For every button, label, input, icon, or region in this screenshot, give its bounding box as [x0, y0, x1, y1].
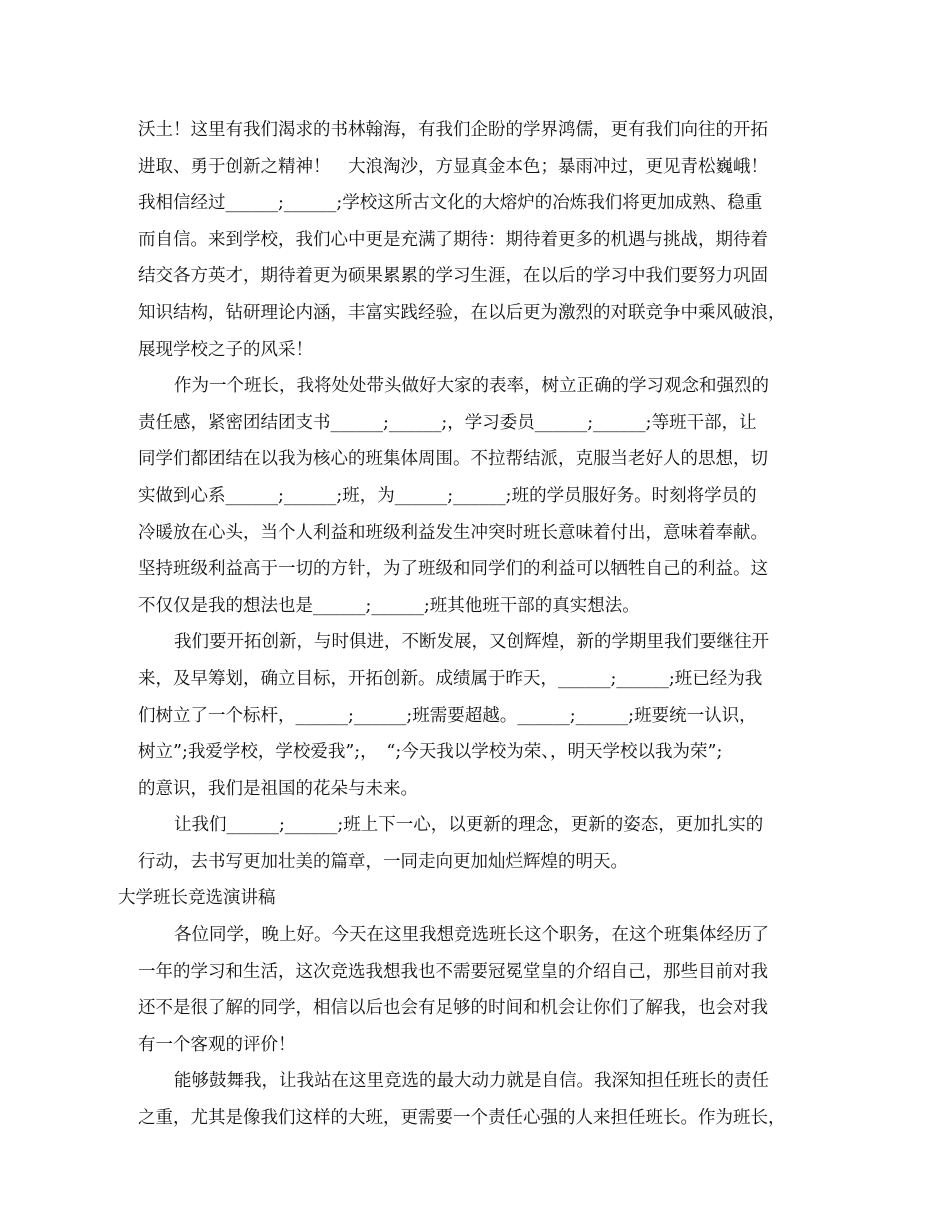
text-line: 不仅仅是我的想法也是______;______;班其他班干部的真实想法。	[138, 595, 640, 616]
text-line: 行动，去书写更加壮美的篇章，一同走向更加灿烂辉煌的明天。	[138, 851, 628, 872]
text-line: 而自信。来到学校，我们心中更是充满了期待：期待着更多的机遇与挑战，期待着	[138, 229, 768, 250]
paragraph-start-line: 我们要开拓创新，与时俱进，不断发展，又创辉煌，新的学期里我们要继往开	[174, 632, 769, 653]
text-line: 的意识，我们是祖国的花朵与未来。	[138, 778, 418, 799]
text-line: 沃土！这里有我们渴求的书林翰海，有我们企盼的学界鸿儒，更有我们向往的开拓	[138, 120, 768, 140]
text-line: 结交各方英才，期待着更为硕果累累的学习生涯，在以后的学习中我们要努力巩固	[138, 266, 768, 287]
paragraph-start-line: 让我们______;______;班上下一心，以更新的理念，更新的姿态，更加扎实的	[174, 815, 764, 836]
text-line: 责任感，紧密团结团支书______;______;，学习委员______;______;等班干部，让	[138, 412, 757, 433]
text-line: 之重，尤其是像我们这样的大班，更需要一个责任心强的人来担任班长。作为班长，	[138, 1108, 786, 1129]
text-line: 们树立了一个标杆，______;______;班需要超越。______;______;班要统一认识，	[138, 705, 757, 726]
document-body	[118, 112, 822, 1137]
text-line: 我相信经过______;______;学校这所古文化的大熔炉的冶炼我们将更加成熟、稳重	[138, 193, 763, 214]
text-line: 树立”;我爱学校，学校爱我”;， “;今天我以学校为荣、，明天学校以我为荣”;	[138, 742, 723, 763]
text-line: 展现学校之子的风采！	[138, 339, 313, 360]
text-line: 来，及早筹划，确立目标，开拓创新。成绩属于昨天，______;______;班已经为我	[138, 668, 763, 689]
paragraph-start-line: 作为一个班长，我将处处带头做好大家的表率，树立正确的学习观念和强烈的	[174, 376, 769, 397]
text-line: 还不是很了解的同学，相信以后也会有足够的时间和机会让你们了解我，也会对我	[138, 998, 768, 1019]
text-line: 进取、勇于创新之精神！ 大浪淘沙，方显真金本色；暴雨冲过，更见青松巍峨！	[138, 156, 768, 177]
text-line: 实做到心系______;______;班，为______;______;班的学员服好务。时刻将学员的	[138, 485, 757, 506]
paragraph-start-line: 能够鼓舞我，让我站在这里竞选的最大动力就是自信。我深知担任班长的责任	[174, 1071, 769, 1092]
text-line: 同学们都团结在以我为核心的班集体周围。不拉帮结派，克服当老好人的思想，切	[138, 449, 768, 470]
section-heading: 大学班长竞选演讲稿	[118, 888, 276, 909]
text-line: 坚持班级利益高于一切的方针，为了班级和同学们的利益可以牺牲自己的利益。这	[138, 559, 768, 580]
text-line: 知识结构，钻研理论内涵，丰富实践经验，在以后更为激烈的对联竞争中乘风破浪，	[138, 302, 786, 323]
text-line: 冷暖放在心头，当个人利益和班级利益发生冲突时班长意味着付出，意味着奉献。	[138, 522, 768, 543]
text-line: 有一个客观的评价！	[138, 1034, 296, 1055]
paragraph-start-line: 各位同学，晚上好。今天在这里我想竞选班长这个职务，在这个班集体经历了	[174, 925, 769, 946]
text-line: 一年的学习和生活，这次竞选我想我也不需要冠冕堂皇的介绍自己，那些目前对我	[138, 961, 768, 982]
